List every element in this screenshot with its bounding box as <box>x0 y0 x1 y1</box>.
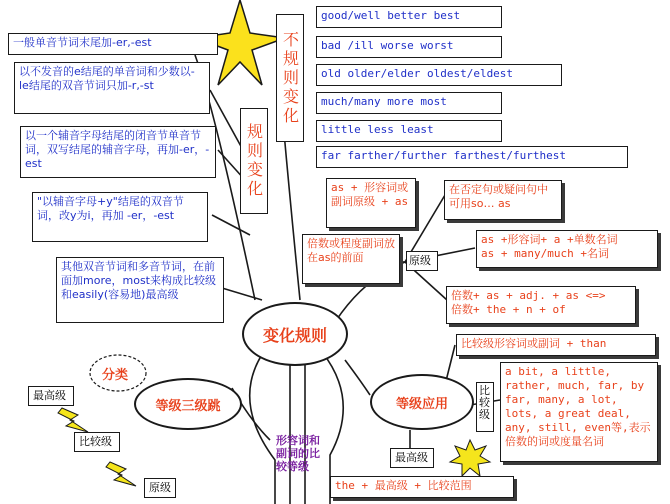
rule-consonant-y: "以辅音字母+y"结尾的双音节词，改y为i，再加 -er，-est <box>32 192 208 242</box>
yuanji-node: 原级 <box>406 251 438 271</box>
level-mid: 比较级 <box>74 432 120 452</box>
irregular-row-little: little less least <box>316 120 502 142</box>
irregular-row-good: good/well better best <box>316 6 502 28</box>
than-box: 比较级形容词或副词 + than <box>456 334 656 356</box>
times-box: 倍数+ as + adj. + as <=> 倍数+ the + n + of <box>446 286 636 324</box>
irregular-row-far: far farther/further farthest/furthest <box>316 146 628 168</box>
irregular-row-much: much/many more most <box>316 92 502 114</box>
rule-silent-e: 以不发音的e结尾的单音词和少数以- le结尾的双音节词只加-r,-st <box>14 62 210 114</box>
lightning-bolt-shape <box>58 408 88 432</box>
center-node: 变化规则 <box>242 302 348 366</box>
modifiers-box: a bit, a little, rather, much, far, by far, many, a lot, lots, a great deal, any, still, even等,表示倍数的词或度量名词 <box>500 362 658 462</box>
zuigao-node: 最高级 <box>390 448 434 468</box>
cloud-label: 分类 <box>102 368 129 383</box>
lightning-bolt-shape <box>106 462 136 486</box>
application-node: 等级应用 <box>370 374 474 430</box>
level-top: 最高级 <box>28 386 74 406</box>
as-form-box: as + 形容词或副词原级 + as <box>326 178 416 228</box>
rule-double-consonant: 以一个辅音字母结尾的闭音节单音节词，双写结尾的辅音字母，再加-er，-est <box>20 126 216 178</box>
rule-one-syllable: 一般单音节词末尾加-er,-est <box>8 33 218 55</box>
superlative-box: the + 最高级 + 比较范围 <box>330 476 514 498</box>
regular-change-label: 规则变化 <box>240 108 268 214</box>
rule-more-most: 其他双音节词和多音节词，在前面加more，most来构成比较级和easily(容易地)最高级 <box>56 257 224 323</box>
as-much-box: as +形容词+ a +单数名词 as + many/much +名词 <box>476 230 658 268</box>
levels-node: 等级三级跳 <box>134 378 242 430</box>
burst-shape <box>450 440 490 476</box>
level-base: 原级 <box>144 478 176 498</box>
so-as-box: 在否定句或疑问句中可用so… as <box>444 180 562 220</box>
irregular-row-bad: bad /ill worse worst <box>316 36 502 58</box>
multiple-box: 倍数或程度副词放在as的前面 <box>302 234 400 284</box>
bijiao-node: 比较级 <box>476 382 494 432</box>
trunk-note: 形容词和副词的比较等级 <box>276 434 320 473</box>
irregular-row-old: old older/elder oldest/eldest <box>316 64 562 86</box>
irregular-change-label: 不规则变化 <box>276 14 304 142</box>
